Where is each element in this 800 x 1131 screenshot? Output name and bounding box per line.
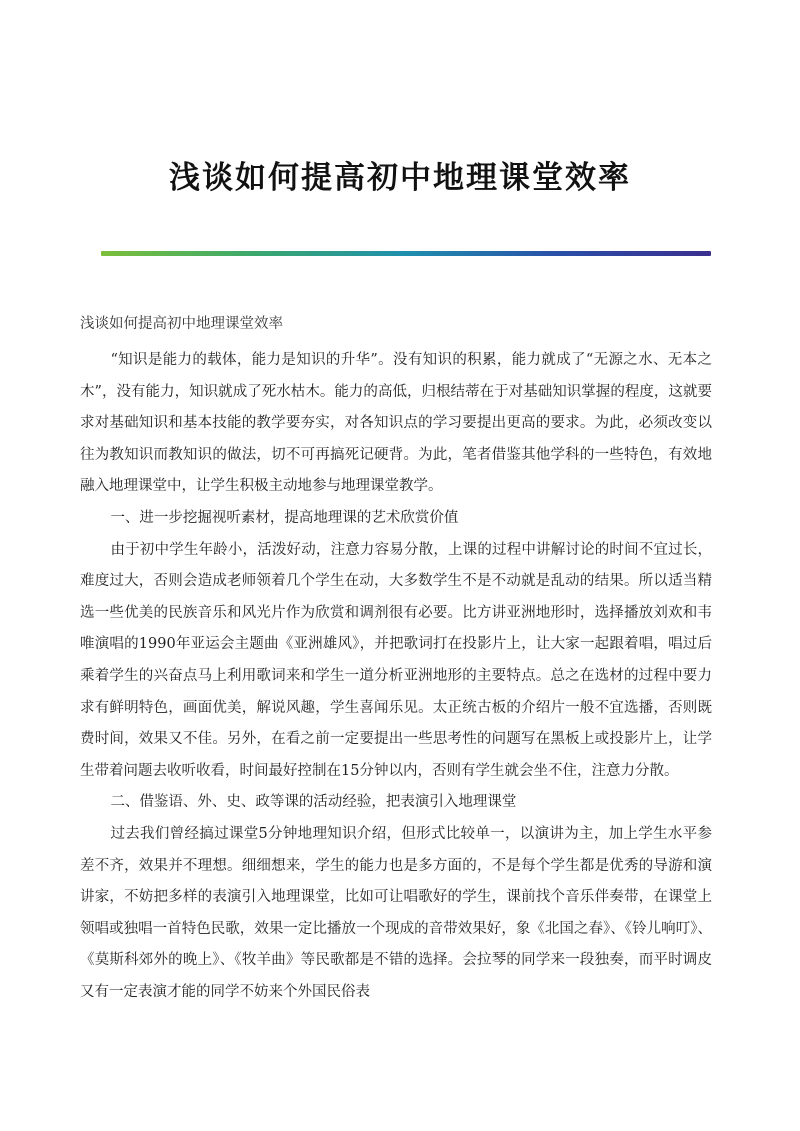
paragraph-section-1: 由于初中学生年龄小，活泼好动，注意力容易分散，上课的过程中讲解讨论的时间不宜过长，难度过大，否则会造成老师领着几个学生在动，大多数学生不是不动就是乱动的结果。所以适当精选一些优美的民族音乐和风光片作为欣赏和调剂很有必要。比方讲亚洲地形时，选择播放刘欢和韦唯演唱的1990年亚运会主题曲《亚洲雄风》，并把歌词打在投影片上，让大家一起跟着唱，唱过后乘着学生的兴奋点马上利用歌词来和学生一道分析亚洲地形的主要特点。总之在选材的过程中要力求有鲜明特色，画面优美，解说风趣，学生喜闻乐见。太正统古板的介绍片一般不宜选播，否则既费时间，效果又不佳。另外，在看之前一定要提出一些思考性的问题写在黑板上或投影片上，让学生带着问题去收听收看，时间最好控制在15分钟以内，否则有学生就会坐不住，注意力分散。: [80, 541, 712, 779]
article-body: [80, 345, 712, 1008]
section-heading-1: 一、进一步挖掘视听素材，提高地理课的艺术欣赏价值: [110, 509, 459, 526]
title-gradient-rule: [101, 251, 711, 256]
document-title: 浅谈如何提高初中地理课堂效率: [169, 160, 631, 196]
section-heading-2: 二、借鉴语、外、史、政等课的活动经验，把表演引入地理课堂: [110, 794, 517, 811]
paragraph-section-2: 过去我们曾经搞过课堂5分钟地理知识介绍，但形式比较单一，以演讲为主，加上学生水平参差不齐，效果并不理想。细细想来，学生的能力也是多方面的，不是每个学生都是优秀的导游和演讲家，不妨把多样的表演引入地理课堂，比如可让唱歌好的学生，课前找个音乐伴奏带，在课堂上领唱或独唱一首特色民歌，效果一定比播放一个现成的音带效果好，象《北国之春》、《铃儿响叮》、《莫斯科郊外的晚上》、《牧羊曲》等民歌都是不错的选择。会拉琴的同学来一段独奏，而平时调皮又有一定表演才能的同学不妨来个外国民俗表: [80, 825, 712, 1000]
article-title-line: 浅谈如何提高初中地理课堂效率: [80, 316, 283, 332]
paragraph-intro: “知识是能力的载体，能力是知识的升华”。没有知识的积累，能力就成了“无源之水、无本之木”，没有能力，知识就成了死水枯木。能力的高低，归根结蒂在于对基础知识掌握的程度，这就要求对基础知识和基本技能的教学要夯实，对各知识点的学习要提出更高的要求。为此，必须改变以往为教知识而教知识的做法，切不可再搞死记硬背。为此，笔者借鉴其他学科的一些特色，有效地融入地理课堂中，让学生积极主动地参与地理课堂教学。: [80, 352, 712, 495]
